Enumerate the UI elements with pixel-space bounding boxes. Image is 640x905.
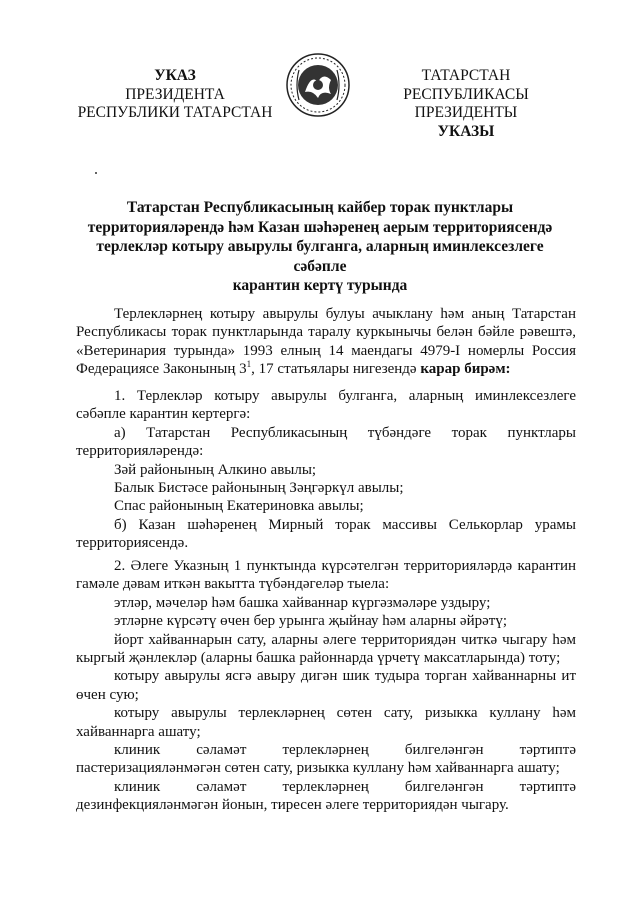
prohibition-item-cont: кыргый җәнлекләр (аларны башка районнарда үрчетү максатларында) тоту; (76, 650, 561, 667)
village-item: Спас районының Екатериновка авылы; (114, 498, 364, 515)
preamble-line: Республикасы торак пунктларында таралу куркынычы белән бәйле рәвештә, (76, 324, 576, 341)
title-line: Татарстан Республикасының кайбер торак пунктлары (126, 199, 514, 216)
preamble-line: Федерациясе Законының $3^1$, 17 статьялары нигезендә карар бирәм: (76, 359, 511, 378)
scan-speck (95, 172, 97, 174)
header-tt-line2: ПРЕЗИДЕНТЫ (414, 104, 518, 121)
item1-line: сәбәпле карантин кертергә: (76, 406, 251, 423)
prohibition-item: этләр, мәчеләр һәм башка хайваннар күргәзмәләре уздыру; (114, 594, 491, 611)
item2-line: гамәле дәвам иткән вакытта түбәндәгеләр тыела: (76, 576, 390, 593)
prohibition-item: котыру авырулы ясгә авыру дигән шик тудыра торган хайваннарны ит (114, 668, 576, 685)
item1-subitem-a-cont: территорияләрендә: (76, 443, 204, 460)
decree-title (70, 198, 570, 296)
item1-subitem-a: а) Татарстан Республикасының түбәндәге торак пунктлары (114, 424, 576, 441)
village-item: Балык Бистәсе районының Зәңгәркүл авылы; (114, 480, 404, 497)
header-ru-line1: УКАЗ (154, 67, 196, 84)
prohibition-item: йорт хайваннарын сату, аларны әлеге территориядән читкә чыгару һәм (114, 631, 576, 648)
prohibition-item: котыру авырулы терлекләрнең сөтен сату, ризыкка куллану һәм (114, 705, 576, 722)
prohibition-item: клиник сәламәт терлекләрнең билгеләнгән тәртиптә (114, 742, 576, 759)
header-tt-line1: ТАТАРСТАН РЕСПУБЛИКАСЫ (403, 67, 529, 103)
preamble (76, 305, 576, 379)
resolution-phrase: карар бирәм: (420, 361, 511, 378)
village-item: Зәй районының Алкино авылы; (114, 461, 317, 478)
item1-subitem-b-cont: территориясендә. (76, 535, 189, 552)
item1-subitem-b: б) Казан шәһәренең Мирный торак массивы Селькорлар урамы (114, 516, 576, 533)
header-tatar (366, 67, 566, 141)
header-ru-line3: РЕСПУБЛИКИ ТАТАРСТАН (77, 104, 273, 121)
prohibition-item-cont: өчен сую; (76, 686, 139, 703)
item1-line: 1. Терлекләр котыру авырулы булганга, аларның иминлексезлеге (114, 388, 576, 404)
prohibition-item-cont: хайваннарга ашату; (76, 723, 201, 740)
section-2 (76, 557, 576, 815)
title-line: территорияләрендә һәм Казан шәһәренең аерым территориясендә (87, 218, 553, 236)
preamble-line: Терлекләрнең котыру авырулы булуы ачыклану һәм аның Татарстан (114, 306, 576, 322)
section-1 (76, 387, 576, 553)
item2-line: 2. Әлеге Указның 1 пунктында күрсәтелгән территорияләрдә карантин (114, 558, 576, 574)
prohibition-item-cont: пастеризацияләнмәгән сөтен сату, ризыкка куллану һәм хайваннарга ашату; (76, 760, 560, 777)
header-tt-line3: УКАЗЫ (437, 122, 495, 140)
prohibition-item-cont: дезинфекцияләнмәгән йонын, тиресен әлеге территориядән чыгару. (76, 797, 509, 814)
title-line: терлекләр котыру авырулы булганга, аларның иминлексезлеге сәбәпле (96, 238, 544, 275)
preamble-line: «Ветеринария турында» 1993 елның 14 маендагы 4979-I номерлы Россия (76, 342, 576, 359)
header-russian (70, 67, 280, 123)
tatarstan-emblem-icon (285, 52, 351, 118)
prohibition-item: клиник сәламәт терлекләрнең билгеләнгән тәртиптә (114, 778, 576, 795)
title-line: карантин кертү турында (232, 277, 408, 294)
header-ru-line2: ПРЕЗИДЕНТА (125, 85, 225, 103)
prohibition-item: этләрне күрсәтү өчен бер урынга җыйнау һәм аларны әйрәтү; (114, 613, 507, 630)
